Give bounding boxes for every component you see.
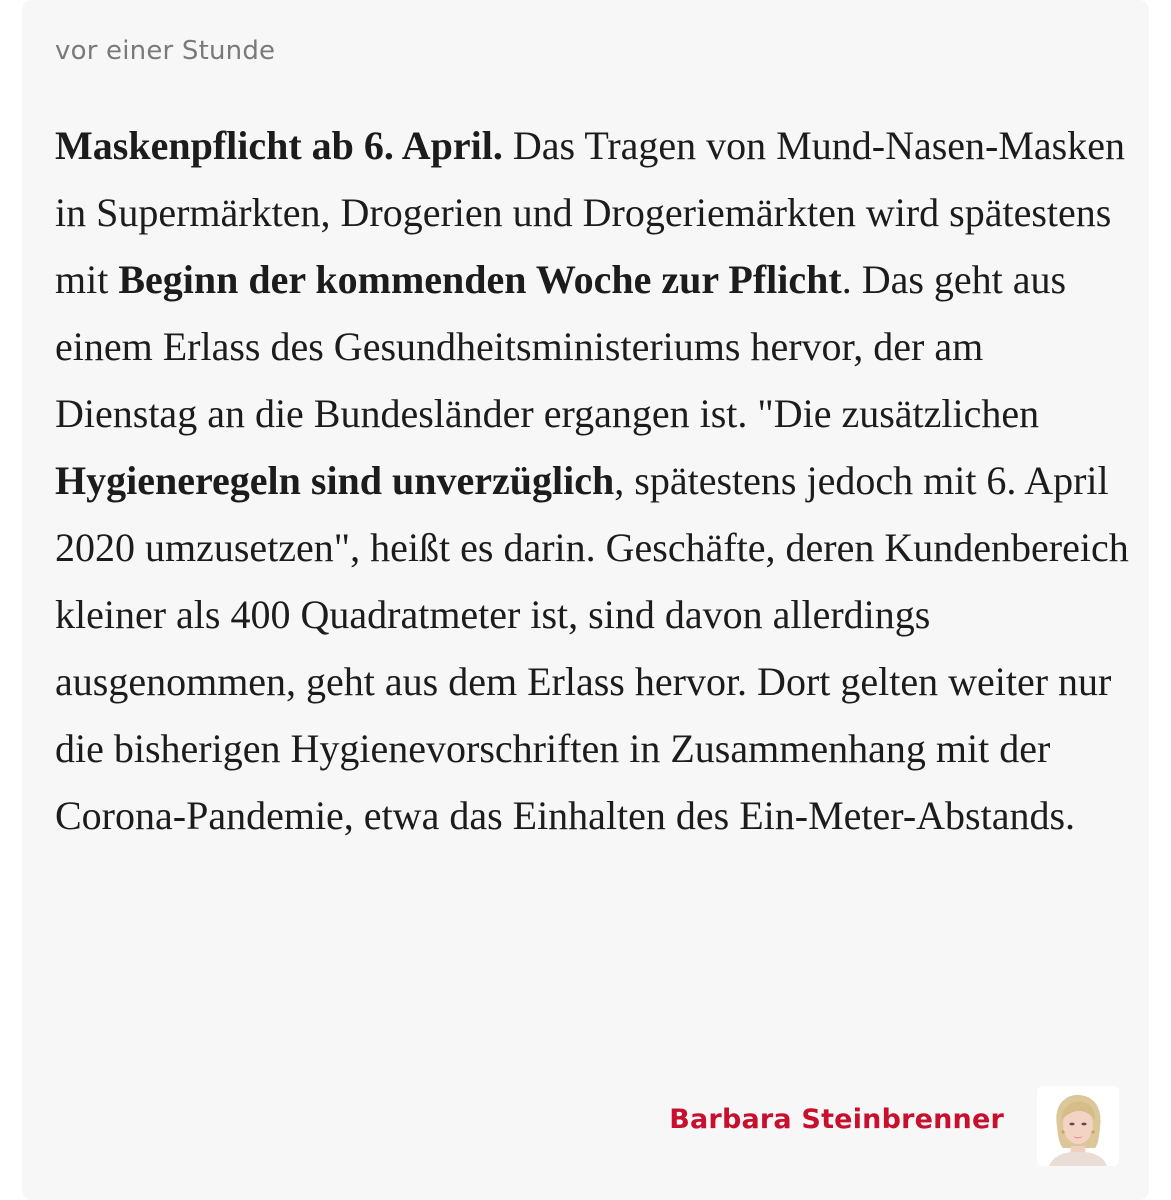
- author-name[interactable]: Barbara Steinbrenner: [669, 1104, 1004, 1135]
- post-highlight: Hygieneregeln sind unverzüglich: [55, 458, 615, 503]
- post-highlight: Beginn der kommenden Woche zur Pflicht: [118, 257, 842, 302]
- post-text-segment: Das Tragen von Mund-Nasen-Masken in Supermärkten, Drogerien und Drogeriemärkten wird spätestens mit: [55, 123, 1125, 302]
- post-body: [55, 112, 1130, 849]
- live-ticker-card: [22, 0, 1149, 1200]
- post-text-segment: . Das geht aus einem Erlass des Gesundheitsministeriums hervor, der am Dienstag an die Bundesländer ergangen ist. "Die zusätzlichen: [55, 257, 1067, 436]
- post-headline: Maskenpflicht ab 6. April.: [55, 123, 503, 168]
- author-portrait-icon: [1037, 1086, 1119, 1166]
- author-avatar-icon[interactable]: [1037, 1086, 1119, 1166]
- post-timestamp: vor einer Stunde: [55, 36, 276, 66]
- post-text-segment: , spätestens jedoch mit 6. April 2020 umzusetzen", heißt es darin. Geschäfte, deren Kundenbereich kleiner als 400 Quadratmeter ist, sind davon allerdings ausgenommen, geht aus dem Erlass hervor. Dort gelten weiter nur die bisherigen Hygienevorschriften in Zusammenhang mit der Corona-Pandemie, etwa das Einhalten des Ein-Meter-Abstands.: [55, 458, 1129, 838]
